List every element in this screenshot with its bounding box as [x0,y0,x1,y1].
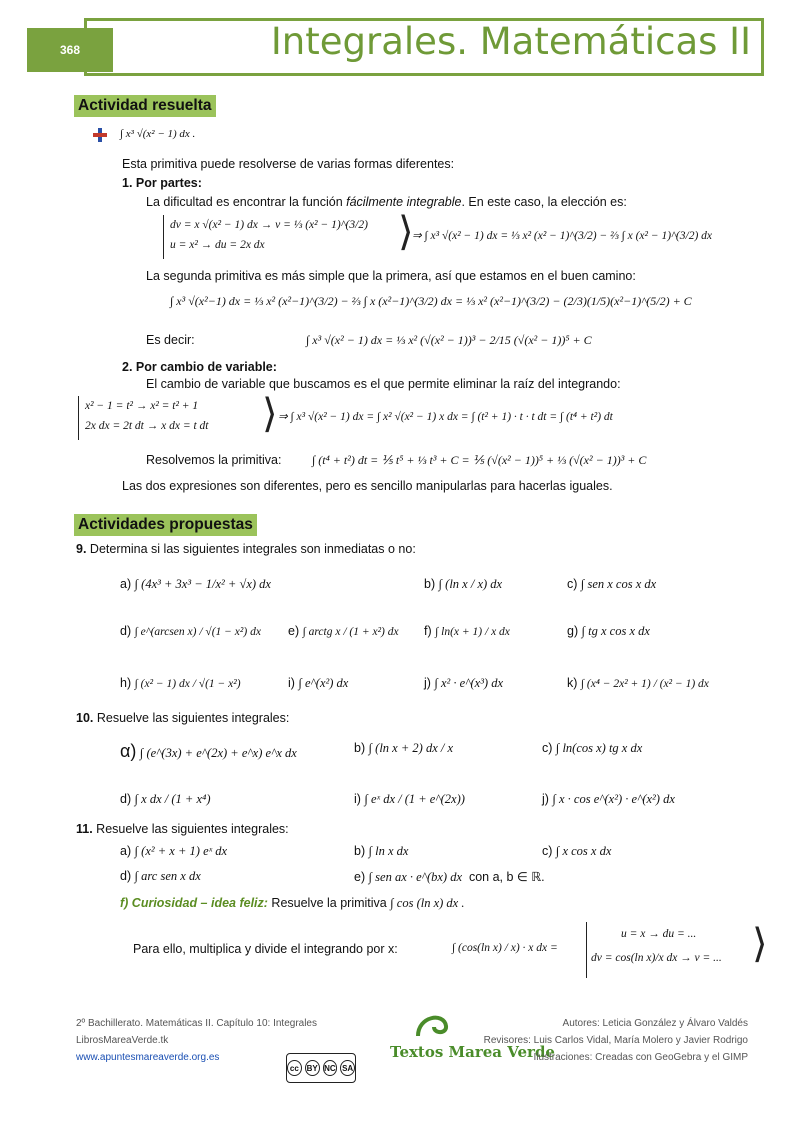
footer-authors: Autores: Leticia González y Álvaro Valdés [562,1018,748,1029]
plus-bullet-icon [93,128,107,142]
page-number: 368 [27,28,113,72]
parts-system: dv = x √(x² − 1) dx → v = ⅓ (x² − 1)^(3/2) u = x² → du = 2x dx [163,215,368,259]
q9-item: e) ∫ arctg x / (1 + x²) dx [288,624,399,638]
parts-final-result: ∫ x³ √(x² − 1) dx = ⅓ x² (√(x² − 1))³ − 2/15 (√(x² − 1))⁵ + C [306,333,592,347]
intro-text: Esta primitiva puede resolverse de varias formas diferentes: [122,157,455,171]
footer-link[interactable]: www.apuntesmareaverde.org.es [76,1052,220,1063]
method1-description: La dificultad es encontrar la función fácilmente integrable. En este caso, la elección es: [146,195,627,209]
resolve-label: Resolvemos la primitiva: [146,453,282,467]
by-icon: BY [305,1060,320,1076]
substitution-system: x² − 1 = t² → x² = t² + 1 2x dx = 2t dt → x dx = t dt [78,396,208,440]
hint-system-bracket: ⟩ [752,921,768,967]
conclusion-text: Las dos expresiones son diferentes, pero es sencillo manipularlas para hacerlas iguales. [122,479,613,493]
integral-statement: ∫ x³ √(x² − 1) dx . [120,128,196,140]
cc-icon: cc [287,1060,302,1076]
footer-site: LibrosMareaVerde.tk [76,1035,169,1046]
q11-item: e) ∫ sen ax · e^(bx) dx con a, b ∈ ℝ. [354,870,545,884]
q10-item: c) ∫ ln(cos x) tg x dx [542,741,643,755]
q11-item: d) ∫ arc sen x dx [120,869,201,883]
hint-system: u = x → du = ... dv = cos(ln x)/x dx → v = ... [586,922,722,978]
q11-statement: 11. Resuelve las siguientes integrales: [76,822,289,836]
q9-item: k) ∫ (x⁴ − 2x² + 1) / (x² − 1) dx [567,676,709,690]
q9-item: a) ∫ (4x³ + 3x³ − 1/x² + √x) dx [120,577,271,591]
q9-item: h) ∫ (x² − 1) dx / √(1 − x²) [120,676,241,690]
method2-description: El cambio de variable que buscamos es el que permite eliminar la raíz del integrando: [146,377,621,391]
substitution-result: ⇒ ∫ x³ √(x² − 1) dx = ∫ x² √(x² − 1) x dx = ∫ (t² + 1) · t · t dt = ∫ (t⁴ + t²) dt [278,411,613,423]
q10-item: j) ∫ x · cos e^(x²) · e^(x²) dx [542,792,675,806]
q10-item: d) ∫ x dx / (1 + x⁴) [120,792,211,806]
q9-item: i) ∫ e^(x²) dx [288,676,349,690]
q9-item: f) ∫ ln(x + 1) / x dx [424,624,510,638]
resolve-equation: ∫ (t⁴ + t²) dt = ⅕ t⁵ + ⅓ t³ + C = ⅕ (√(x² − 1))⁵ + ⅓ (√(x² − 1))³ + C [312,453,647,467]
parts-system-bracket: ⟩ [398,209,414,255]
q11-item: a) ∫ (x² + x + 1) eˣ dx [120,844,228,858]
hint-text: Para ello, multiplica y divide el integrando por x: [133,942,398,956]
q11-curiosidad: f) Curiosidad – idea feliz: Resuelve la primitiva ∫ cos (ln x) dx . [120,896,465,910]
method1-label: 1. Por partes: [122,176,202,190]
heading-actividades-propuestas: Actividades propuestas [74,514,257,536]
q9-item: d) ∫ e^(arcsen x) / √(1 − x²) dx [120,624,261,638]
footer-illustrations: Ilustraciones: Creadas con GeoGebra y el GIMP [533,1052,748,1063]
heading-actividad-resuelta: Actividad resuelta [74,95,216,117]
parts-result: ⇒ ∫ x³ √(x² − 1) dx = ⅓ x² (x² − 1)^(3/2) − ⅔ ∫ x (x² − 1)^(3/2) dx [412,230,713,242]
hint-expression: ∫ (cos(ln x) / x) · x dx = [452,942,558,954]
cc-license-badge [286,1053,354,1083]
q10-item: b) ∫ (ln x + 2) dx / x [354,741,454,755]
page-title: Integrales. Matemáticas II [270,20,751,63]
q11-item: c) ∫ x cos x dx [542,844,612,858]
q9-item: b) ∫ (ln x / x) dx [424,577,503,591]
q9-item: c) ∫ sen x cos x dx [567,577,657,591]
parts-chain-equation: ∫ x³ √(x²−1) dx = ⅓ x² (x²−1)^(3/2) − ⅔ ∫ x (x²−1)^(3/2) dx = ⅓ x² (x²−1)^(3/2) − (2/3)(1/5)(x²−1)^(5/2) + C [170,294,692,308]
q10-item: α) ∫ (e^(3x) + e^(2x) + e^x) e^x dx [120,741,297,761]
q9-statement: 9. Determina si las siguientes integrales son inmediatas o no: [76,542,416,556]
nc-icon: NC [323,1060,338,1076]
logo-text: Textos Marea Verde [390,1043,555,1061]
footer-reviewers: Revisores: Luis Carlos Vidal, María Molero y Javier Rodrigo [483,1035,748,1046]
q10-item: i) ∫ eˣ dx / (1 + e^(2x)) [354,792,465,806]
sa-icon: SA [340,1060,355,1076]
substitution-system-bracket: ⟩ [262,391,278,437]
footer-course: 2º Bachillerato. Matemáticas II. Capítulo 10: Integrales [76,1018,317,1029]
second-primitive-text: La segunda primitiva es más simple que la primera, así que estamos en el buen camino: [146,269,636,283]
es-decir-label: Es decir: [146,333,195,347]
q11-item: b) ∫ ln x dx [354,844,409,858]
method2-label: 2. Por cambio de variable: [122,360,277,374]
q9-item: j) ∫ x² · e^(x³) dx [424,676,504,690]
q10-statement: 10. Resuelve las siguientes integrales: [76,711,290,725]
wave-logo-icon [414,1010,458,1040]
q9-item: g) ∫ tg x cos x dx [567,624,650,638]
